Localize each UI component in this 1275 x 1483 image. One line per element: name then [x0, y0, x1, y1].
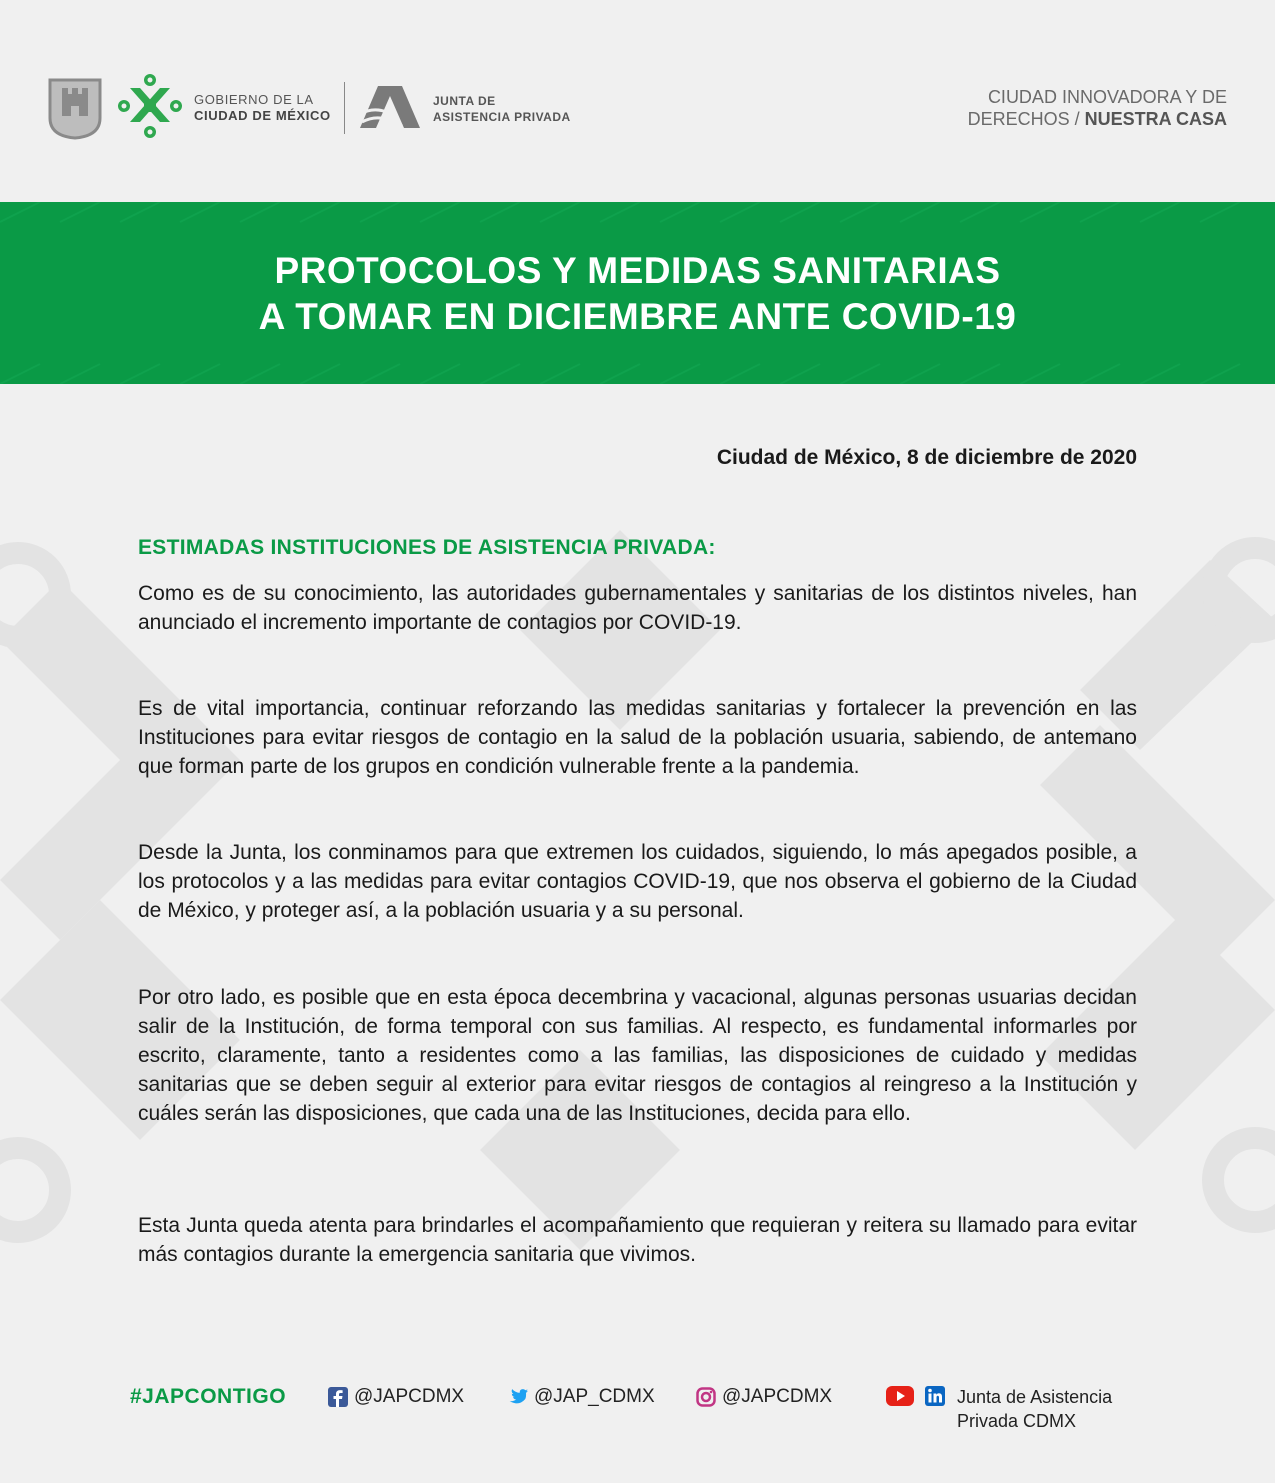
- document-date: Ciudad de México, 8 de diciembre de 2020: [716, 446, 1137, 469]
- facebook-link[interactable]: [328, 1386, 464, 1408]
- twitter-link[interactable]: [508, 1386, 655, 1408]
- footer-organization-name: [957, 1385, 1112, 1433]
- slogan-line-2a: DERECHOS /: [967, 109, 1085, 129]
- jap-line-1: JUNTA DE: [433, 94, 496, 108]
- title-banner: [0, 202, 1275, 384]
- slogan-line-1: CIUDAD INNOVADORA Y DE: [987, 87, 1227, 107]
- title-line-2: A TOMAR EN DICIEMBRE ANTE COVID-19: [258, 296, 1017, 337]
- linkedin-icon[interactable]: [925, 1386, 945, 1406]
- footer: [0, 1370, 1275, 1450]
- paragraph-2: Es de vital importancia, continuar reforzando las medidas sanitarias y fortalecer la prevención en las Instituciones para evitar riesgos de contagio en la salud de la población usuaria, sabiendo, de antemano que forman parte de los grupos en condición vulnerable frente a la pandemia.: [138, 697, 1137, 778]
- paragraph-3: Desde la Junta, los conminamos para que extremen los cuidados, siguiendo, lo más apegados posible, a los protocolos y a las medidas para evitar contagios COVID-19, que nos observa el gobierno de la Ciudad de México, y proteger así, a la población usuaria y a su personal.: [138, 841, 1137, 922]
- jap-name: [433, 93, 571, 125]
- header: [0, 0, 1275, 200]
- cdmx-logo-icon: [118, 72, 182, 140]
- instagram-link[interactable]: [696, 1386, 832, 1408]
- greeting: ESTIMADAS INSTITUCIONES DE ASISTENCIA PRIVADA:: [138, 536, 716, 559]
- youtube-icon[interactable]: [886, 1386, 914, 1406]
- header-divider: [344, 82, 345, 134]
- title-line-1: PROTOCOLOS Y MEDIDAS SANITARIAS: [274, 250, 1001, 291]
- hashtag: #JAPCONTIGO: [130, 1385, 287, 1408]
- facebook-icon: [328, 1387, 348, 1407]
- page-title: [0, 248, 1275, 340]
- slogan-line-2b: NUESTRA CASA: [1084, 109, 1227, 129]
- slogan-line-2: [968, 108, 1227, 130]
- footer-name-line-2: Privada CDMX: [957, 1411, 1077, 1431]
- paragraph-4: Por otro lado, es posible que en esta época decembrina y vacacional, algunas personas usuarias decidan salir de la Institución, de forma temporal con sus familias. Al respecto, es fundamental informarles por escrito, claramente, tanto a residentes como a las familias, las disposiciones de cuidado y medidas sanitarias que se deben seguir al exterior para evitar riesgos de contagios al reingreso a la Institución y cuáles serán las disposiciones, que cada una de las Instituciones, decida para ello.: [138, 986, 1137, 1125]
- twitter-icon: [508, 1387, 528, 1407]
- gov-line-1: GOBIERNO DE LA: [194, 92, 314, 107]
- government-name: [194, 92, 331, 124]
- slogan: [968, 86, 1227, 130]
- twitter-handle: @JAP_CDMX: [534, 1386, 655, 1407]
- jap-line-2: ASISTENCIA PRIVADA: [433, 110, 571, 124]
- facebook-handle: @JAPCDMX: [354, 1386, 465, 1407]
- paragraph-5: Esta Junta queda atenta para brindarles el acompañamiento que requieran y reitera su llamado para evitar más contagios durante la emergencia sanitaria que vivimos.: [138, 1214, 1137, 1266]
- jap-logo-icon: [358, 84, 422, 130]
- paragraph-1: Como es de su conocimiento, las autoridades gubernamentales y sanitarias de los distintos niveles, han anunciado el incremento importante de contagios por COVID-19.: [138, 582, 1137, 634]
- shield-icon: [48, 78, 102, 140]
- gov-line-2: CIUDAD DE MÉXICO: [194, 108, 331, 123]
- footer-name-line-1: Junta de Asistencia: [957, 1387, 1113, 1407]
- instagram-handle: @JAPCDMX: [722, 1386, 833, 1407]
- instagram-icon: [696, 1387, 716, 1407]
